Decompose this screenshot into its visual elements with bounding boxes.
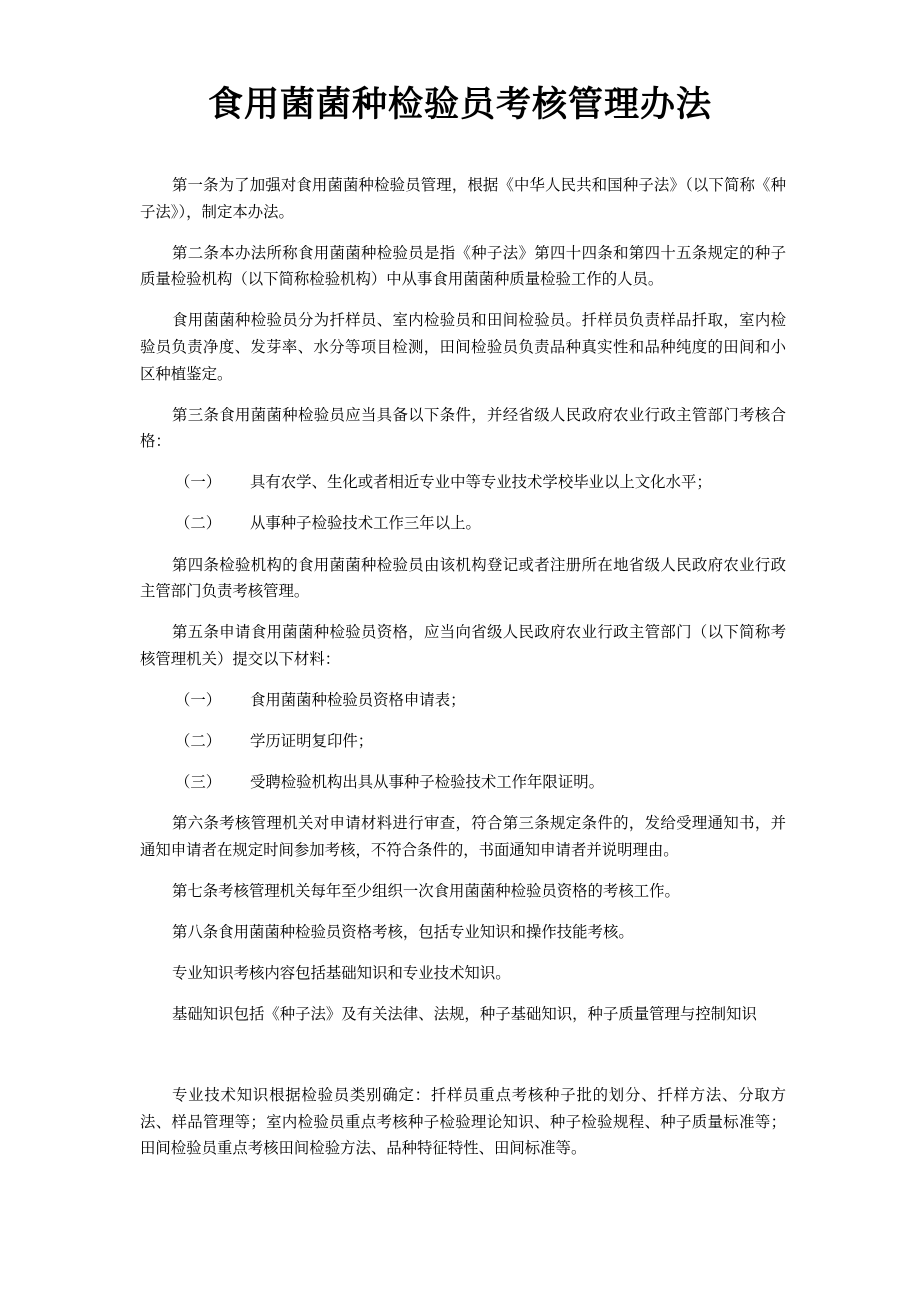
- list-item: [140, 687, 786, 714]
- list-item-number: （一）: [175, 690, 222, 709]
- list-item-text: 从事种子检验技术工作三年以上。: [250, 514, 481, 533]
- list-item-text: 食用菌菌种检验员资格申请表；: [250, 690, 466, 709]
- document-title: 食用菌菌种检验员考核管理办法: [207, 84, 712, 125]
- article-4: 第四条检验机构的食用菌菌种检验员由该机构登记或者注册所在地省级人民政府农业行政主管部门负责考核管理。: [140, 555, 786, 601]
- article-2-inspector-types: 食用菌菌种检验员分为扦样员、室内检验员和田间检验员。扦样员负责样品扦取，室内检验员负责净度、发芽率、水分等项目检测，田间检验员负责品种真实性和品种纯度的田间和小区种植鉴定。: [140, 311, 786, 383]
- list-item: [140, 728, 786, 755]
- article-8-knowledge: 专业知识考核内容包括基础知识和专业技术知识。: [172, 964, 511, 983]
- list-item-text: 学历证明复印件；: [250, 732, 374, 750]
- article-8-technical-knowledge: 专业技术知识根据检验员类别确定：扦样员重点考核种子批的划分、扦样方法、分取方法、样品管理等；室内检验员重点考核种子检验理论知识、种子检验规程、种子质量标准等；田间检验员重点考核田间检验方法、品种特征特性、田间标准等。: [140, 1086, 786, 1158]
- list-item-text: 具有农学、生化或者相近专业中等专业技术学校毕业以上文化水平；: [250, 473, 712, 492]
- article-6: 第六条考核管理机关对申请材料进行审查，符合第三条规定条件的，发给受理通知书，并通知申请者在规定时间参加考核，不符合条件的，书面通知申请者并说明理由。: [140, 814, 786, 859]
- list-item-number: （二）: [175, 732, 222, 750]
- list-item: [140, 510, 786, 537]
- article-2: 第二条本办法所称食用菌菌种检验员是指《种子法》第四十四条和第四十五条规定的种子质量检验机构（以下简称检验机构）中从事食用菌菌种质量检验工作的人员。: [140, 243, 786, 289]
- list-item: [140, 769, 786, 796]
- list-item: [140, 469, 786, 496]
- article-7: 第七条考核管理机关每年至少组织一次食用菌菌种检验员资格的考核工作。: [172, 881, 680, 900]
- blank-line: [140, 1042, 786, 1082]
- list-item-number: （二）: [175, 514, 222, 533]
- article-5: 第五条申请食用菌菌种检验员资格，应当向省级人民政府农业行政主管部门（以下简称考核管理机关）提交以下材料：: [140, 623, 786, 668]
- article-8: 第八条食用菌菌种检验员资格考核，包括专业知识和操作技能考核。: [172, 922, 634, 941]
- document-body: [140, 172, 786, 1177]
- list-item-text: 受聘检验机构出具从事种子检验技术工作年限证明。: [250, 773, 604, 792]
- list-item-number: （三）: [175, 773, 222, 792]
- article-8-basic-knowledge: 基础知识包括《种子法》及有关法律、法规，种子基础知识，种子质量管理与控制知识: [172, 1005, 757, 1024]
- article-3: 第三条食用菌菌种检验员应当具备以下条件，并经省级人民政府农业行政主管部门考核合格：: [140, 405, 786, 451]
- article-1: 第一条为了加强对食用菌菌种检验员管理，根据《中华人民共和国种子法》（以下简称《种子法》），制定本办法。: [140, 176, 786, 221]
- list-item-number: （一）: [175, 473, 222, 492]
